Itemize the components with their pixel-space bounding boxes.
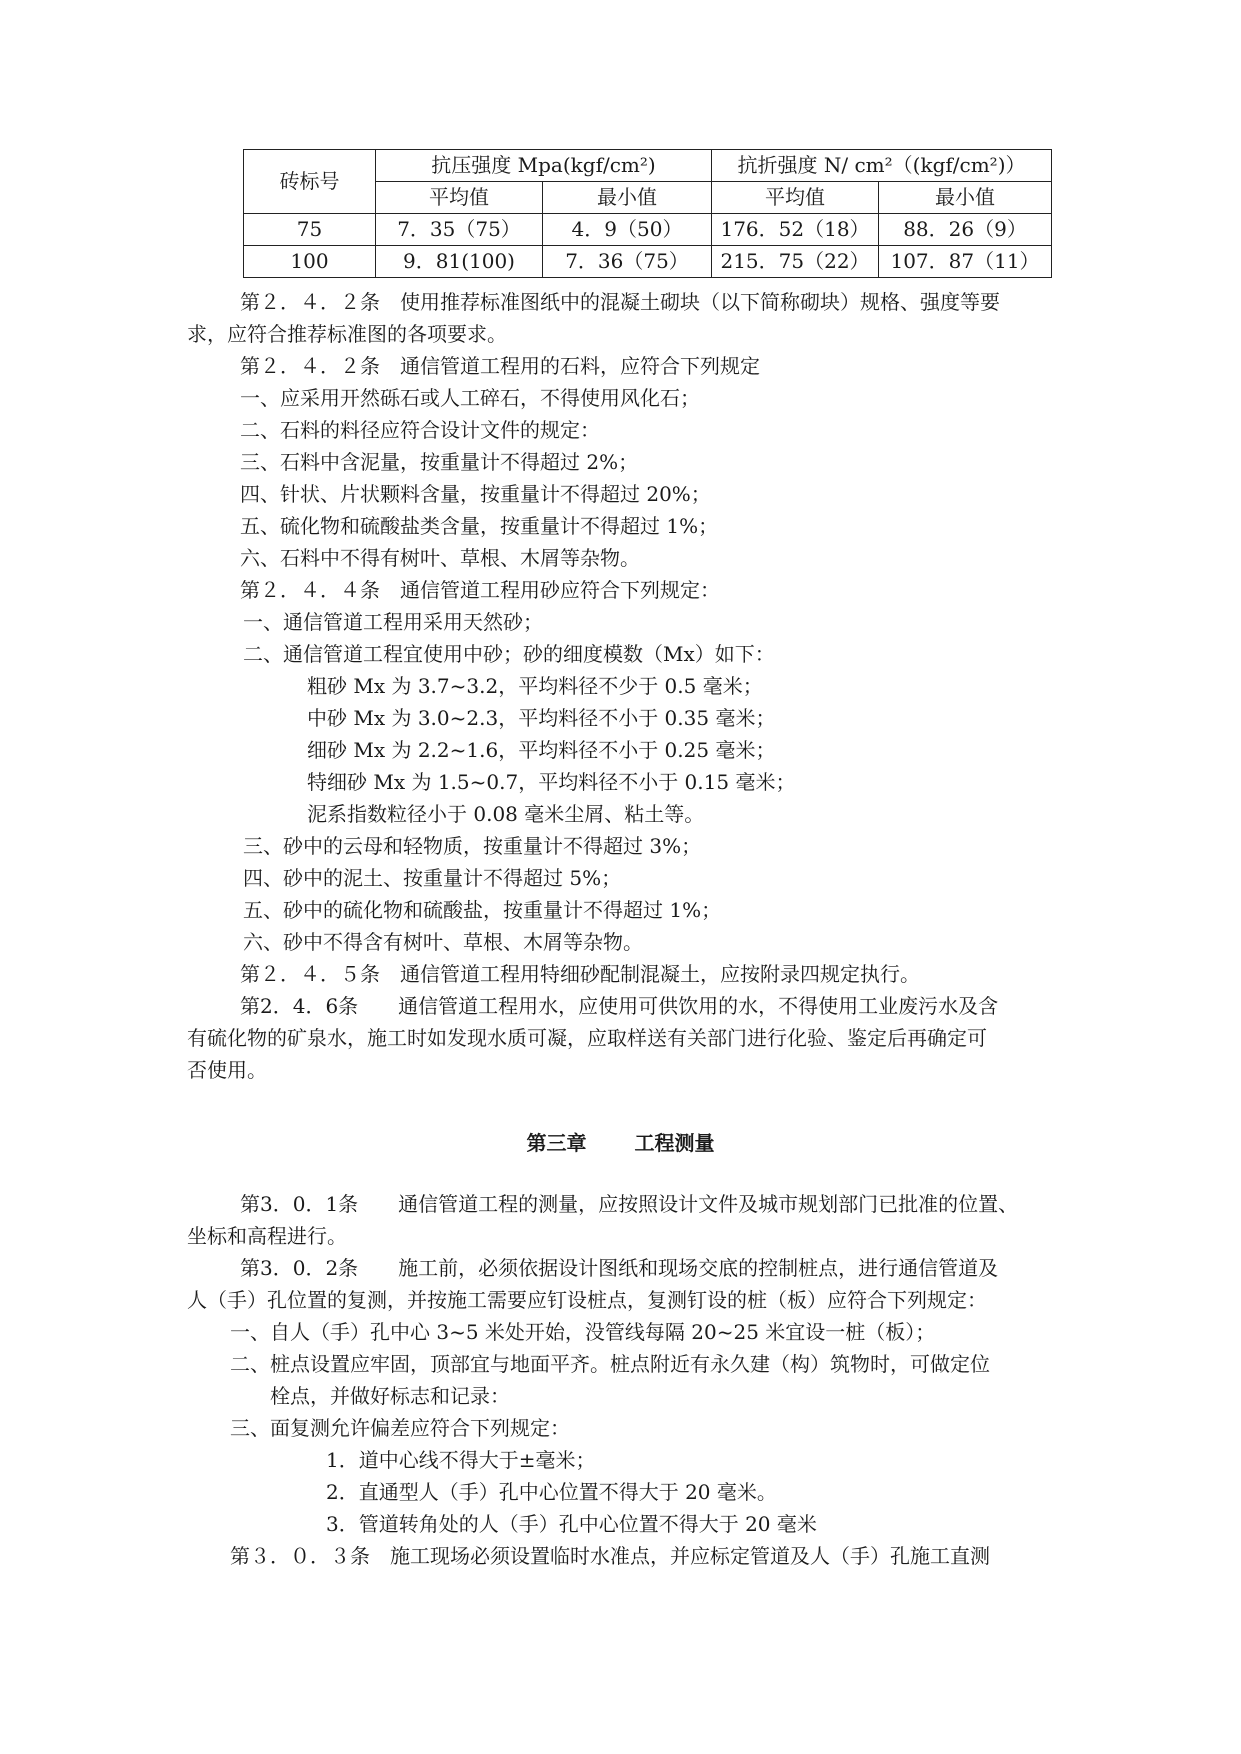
text-line: 第３．０．３条 施工现场必须设置临时水准点，并应标定管道及人（手）孔施工直测: [230, 1544, 990, 1568]
text-line: 第3．0．1条 通信管道工程的测量，应按照设计文件及城市规划部门已批准的位置、: [240, 1192, 1019, 1216]
table-row: [244, 214, 1052, 246]
text-line: 三、石料中含泥量，按重量计不得超过 2%；: [240, 450, 639, 474]
header-avg: 平均值: [376, 182, 543, 214]
text-line: 六、砂中不得含有树叶、草根、木屑等杂物。: [243, 930, 643, 954]
text-line: 特细砂 Mx 为 1.5~0.7，平均料径不小于 0.15 毫米；: [307, 770, 796, 794]
text-line: 四、砂中的泥土、按重量计不得超过 5%；: [243, 866, 622, 890]
table-cell: 75: [244, 214, 376, 246]
text-line: 一、应采用开然砾石或人工碎石，不得使用风化石；: [240, 386, 700, 410]
table-cell: 176．52（18）: [712, 214, 879, 246]
text-line: 泥系指数粒径小于 0.08 毫米尘屑、粘土等。: [307, 802, 705, 826]
chapter-heading: [0, 1127, 1241, 1159]
header-avg: 平均值: [712, 182, 879, 214]
text-line: 第２．４．５条 通信管道工程用特细砂配制混凝土，应按附录四规定执行。: [240, 962, 920, 986]
table-cell: 107．87（11）: [879, 246, 1052, 278]
text-line: 二、石料的料径应符合设计文件的规定：: [240, 418, 600, 442]
text-line: 三、面复测允许偏差应符合下列规定：: [230, 1416, 570, 1440]
header-min: 最小值: [543, 182, 712, 214]
table-cell: 7．35（75）: [376, 214, 543, 246]
table-cell: 100: [244, 246, 376, 278]
table-cell: 4．9（50）: [543, 214, 712, 246]
header-flexural-strength: 抗折强度 N/ cm²（(kgf/cm²)）: [712, 150, 1052, 182]
chapter-number: 第三章: [526, 1131, 587, 1155]
text-line: 第２．４．２条 使用推荐标准图纸中的混凝土砌块（以下简称砌块）规格、强度等要: [240, 290, 1000, 314]
text-line: 第3．0．2条 施工前，必须依据设计图纸和现场交底的控制桩点，进行通信管道及: [240, 1256, 999, 1280]
table-cell: 215．75（22）: [712, 246, 879, 278]
text-line: 三、砂中的云母和轻物质，按重量计不得超过 3%；: [243, 834, 702, 858]
text-line: 栓点，并做好标志和记录：: [270, 1384, 510, 1408]
text-line: 二、通信管道工程宜使用中砂；砂的细度模数（Mx）如下：: [243, 642, 775, 666]
table-cell: 88．26（9）: [879, 214, 1052, 246]
chapter-title: 工程测量: [634, 1131, 715, 1155]
text-line: 一、自人（手）孔中心 3~5 米处开始，没管线每隔 20~25 米宜设一桩（板）；: [230, 1320, 936, 1344]
text-line: 二、桩点设置应牢固，顶部宜与地面平齐。桩点附近有永久建（构）筑物时，可做定位: [230, 1352, 990, 1376]
text-line: 3．管道转角处的人（手）孔中心位置不得大于 20 毫米: [326, 1512, 817, 1536]
text-line: 细砂 Mx 为 2.2~1.6，平均料径不小于 0.25 毫米；: [307, 738, 776, 762]
text-line: 粗砂 Mx 为 3.7~3.2，平均料径不少于 0.5 毫米；: [307, 674, 763, 698]
text-line: 1．道中心线不得大于±毫米；: [326, 1448, 596, 1472]
table-header-row: [244, 150, 1052, 182]
text-line: 有硫化物的矿泉水，施工时如发现水质可凝，应取样送有关部门进行化验、鉴定后再确定可: [187, 1026, 987, 1050]
header-compressive-strength: 抗压强度 Mpa(kgf/cm²): [376, 150, 712, 182]
text-line: 一、通信管道工程用采用天然砂；: [243, 610, 543, 634]
header-min: 最小值: [879, 182, 1052, 214]
text-line: 否使用。: [187, 1058, 267, 1082]
text-line: 六、石料中不得有树叶、草根、木屑等杂物。: [240, 546, 640, 570]
text-line: 中砂 Mx 为 3.0~2.3，平均料径不小于 0.35 毫米；: [307, 706, 776, 730]
text-line: 人（手）孔位置的复测，并按施工需要应钉设桩点，复测钉设的桩（板）应符合下列规定：: [187, 1288, 987, 1312]
text-line: 第2．4．6条 通信管道工程用水，应使用可供饮用的水，不得使用工业废污水及含: [240, 994, 999, 1018]
text-line: 坐标和高程进行。: [187, 1224, 347, 1248]
text-line: 第２．４．２条 通信管道工程用的石料，应符合下列规定: [240, 354, 760, 378]
text-line: 五、硫化物和硫酸盐类含量，按重量计不得超过 1%；: [240, 514, 719, 538]
text-line: 2．直通型人（手）孔中心位置不得大于 20 毫米。: [326, 1480, 777, 1504]
text-line: 求，应符合推荐标准图的各项要求。: [187, 322, 507, 346]
table-row: [244, 246, 1052, 278]
header-brick-grade: 砖标号: [244, 150, 376, 214]
table-cell: 9．81(100): [376, 246, 543, 278]
text-line: 四、针状、片状颗料含量，按重量计不得超过 20%；: [240, 482, 711, 506]
text-line: 五、砂中的硫化物和硫酸盐，按重量计不得超过 1%；: [243, 898, 722, 922]
brick-strength-table: [243, 149, 1052, 278]
text-line: 第２．４．４条 通信管道工程用砂应符合下列规定：: [240, 578, 720, 602]
table-cell: 7．36（75）: [543, 246, 712, 278]
